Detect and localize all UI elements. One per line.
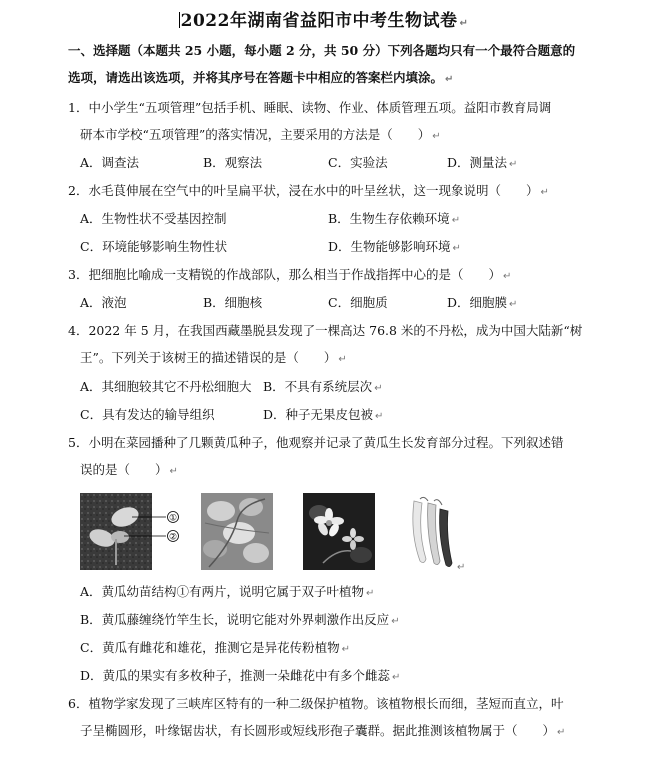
question-5-option-c: C．黄瓜有雌花和雄花，推测它是异花传粉植物 ↵ — [80, 640, 350, 655]
question-5-option-d: D．黄瓜的果实有多枚种子，推测一朵雌花中有多个雌蕊 ↵ — [80, 668, 401, 683]
question-2-line-1: 2．水毛茛伸展在空气中的叶呈扁平状，浸在水中的叶呈丝状，这一现象说明（ ） ↵ — [68, 183, 549, 198]
question-3-option-b: B．细胞核 — [203, 295, 263, 310]
question-5-option-b: B．黄瓜藤缠绕竹竿生长，说明它能对外界刺激作出反应 ↵ — [80, 612, 400, 627]
cucumber-flower-photo — [303, 493, 375, 570]
section-instruction-line-1: 一、选择题（本题共 25 小题，每小题 2 分，共 50 分）下列各题均只有一个最符合题意的 — [68, 43, 576, 58]
exam-title-text: 2022年湖南省益阳市中考生物试卷 — [180, 11, 458, 31]
question-4-line-2: 王”。下列关于该树王的描述错误的是（ ） ↵ — [80, 350, 347, 365]
figure-paragraph-mark: ↵ — [457, 562, 466, 573]
question-5-line-2: 误的是（ ） ↵ — [80, 462, 178, 477]
cucumber-seedling-photo — [80, 493, 188, 570]
question-1-line-1: 1．中小学生“五项管理”包括手机、睡眠、读物、作业、体质管理五项。益阳市教育局调 — [68, 100, 552, 115]
question-1-line-2: 研本市学校“五项管理”的落实情况，主要采用的方法是（ ） ↵ — [80, 127, 441, 142]
question-1-option-d: D．测量法 ↵ — [447, 155, 518, 170]
question-2-option-c: C．环境能够影响生物性状 — [80, 239, 228, 254]
section-instruction-line-2: 选项，请选出该选项，并将其序号在答题卡中相应的答案栏内填涂。 ↵ — [68, 70, 454, 85]
text-cursor — [179, 12, 180, 28]
question-5-option-a: A．黄瓜幼苗结构①有两片，说明它属于双子叶植物 ↵ — [80, 584, 375, 599]
question-6-line-1: 6．植物学家发现了三峡库区特有的一种二级保护植物。该植物根长而细，茎短而直立，叶 — [68, 696, 564, 711]
question-4-option-c: C．具有发达的输导组织 — [80, 407, 215, 422]
exam-title: 2022年湖南省益阳市中考生物试卷 ↵ — [180, 11, 469, 31]
question-5-line-1: 5．小明在菜园播种了几颗黄瓜种子，他观察并记录了黄瓜生长发育部分过程。下列叙述错 — [68, 435, 564, 450]
question-3-option-d: D．细胞膜 ↵ — [447, 295, 518, 310]
question-3-option-c: C．细胞质 — [328, 295, 388, 310]
question-1-option-a: A．调查法 — [80, 155, 140, 170]
question-2-option-b: B．生物生存依赖环境 ↵ — [328, 211, 461, 226]
label-1: ① — [168, 513, 178, 524]
cucumber-fruit-drawing — [404, 493, 456, 570]
question-1-option-c: C．实验法 — [328, 155, 388, 170]
label-2: ② — [168, 532, 178, 543]
question-4-option-a: A．其细胞较其它不丹松细胞大 — [80, 379, 252, 394]
question-4-option-d: D．种子无果皮包被 ↵ — [263, 407, 384, 422]
question-1-option-b: B．观察法 — [203, 155, 263, 170]
cucumber-vine-photo — [201, 493, 273, 570]
question-2-option-a: A．生物性状不受基因控制 — [80, 211, 227, 226]
question-3-line-1: 3．把细胞比喻成一支精锐的作战部队，那么相当于作战指挥中心的是（ ） ↵ — [68, 267, 512, 282]
question-2-option-d: D．生物能够影响环境 ↵ — [328, 239, 461, 254]
question-6-line-2: 子呈椭圆形，叶缘锯齿状，有长圆形或短线形孢子囊群。据此推测该植物属于（ ） ↵ — [80, 723, 566, 738]
question-4-option-b: B．不具有系统层次 ↵ — [263, 379, 383, 394]
question-4-line-1: 4．2022 年 5 月，在我国西藏墨脱县发现了一棵高达 76.8 米的不丹松，成为中国大陆新“树 — [68, 323, 583, 338]
question-3-option-a: A．液泡 — [80, 295, 127, 310]
